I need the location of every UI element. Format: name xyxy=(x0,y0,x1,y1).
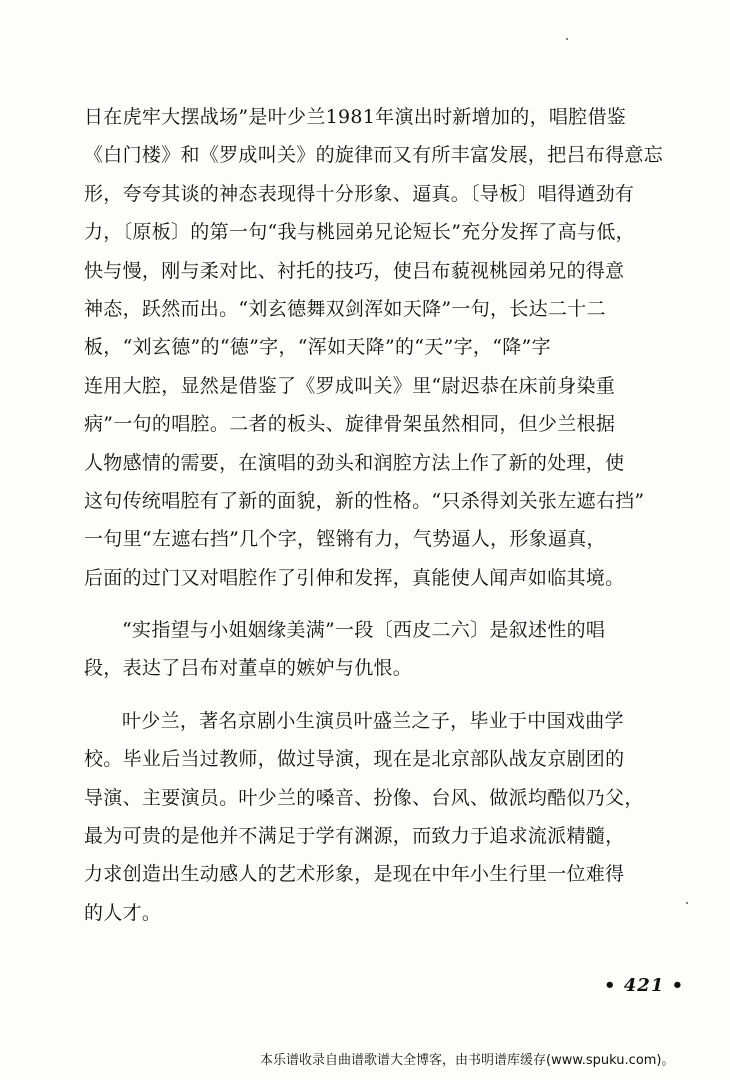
scan-speck xyxy=(566,38,568,40)
text-line: 校。毕业后当过教师，做过导演，现在是北京部队战友京剧团的 xyxy=(84,748,625,771)
text-line: 一句里“左遮右挡”几个字，铿锵有力，气势逼人，形象逼真， xyxy=(84,528,606,551)
text-line: 连用大腔，显然是借鉴了《罗成叫关》里“尉迟恭在床前身染重 xyxy=(84,374,616,397)
text-line: 《白门楼》和《罗成叫关》的旋律而又有所丰富发展，把吕布得意忘 xyxy=(84,144,664,167)
page-number: • 421 • xyxy=(604,975,685,996)
paragraph-2 xyxy=(84,611,674,688)
text-line: 后面的过门又对唱腔作了引伸和发挥，真能使人闻声如临其境。 xyxy=(84,566,625,589)
paragraph-gap xyxy=(84,597,674,611)
text-line: 板，“刘玄德”的“德”字，“浑如天降”的“天”字，“降”字 xyxy=(84,336,551,359)
text-line: 人物感情的需要，在演唱的劲头和润腔方法上作了新的处理，使 xyxy=(84,451,625,474)
text-line: 叶少兰，著名京剧小生演员叶盛兰之子，毕业于中国戏曲学 xyxy=(122,709,624,732)
text-line: 快与慢，刚与柔对比、衬托的技巧，使吕布藐视桃园弟兄的得意 xyxy=(84,259,625,282)
text-line: 导演、主要演员。叶少兰的嗓音、扮像、台风、做派均酷似乃父， xyxy=(84,786,644,809)
footer-source-note: 本乐谱收录自曲谱歌谱大全博客，由书明谱库缓存(www.spuku.com)。 xyxy=(260,1053,675,1068)
scan-speck xyxy=(686,902,688,904)
text-line: “实指望与小姐姻缘美满”一段〔西皮二六〕是叙述性的唱 xyxy=(122,619,606,642)
text-line: 这句传统唱腔有了新的面貌，新的性格。“只杀得刘关张左遮右挡” xyxy=(84,489,645,512)
body-text xyxy=(84,98,674,932)
text-line: 形，夸夸其谈的神态表现得十分形象、逼真。〔导板〕唱得遒劲有 xyxy=(84,182,635,205)
text-line: 力，〔原板〕的第一句“我与桃园弟兄论短长”充分发挥了高与低， xyxy=(84,221,635,244)
paragraph-3 xyxy=(84,702,674,932)
paragraph-1 xyxy=(84,98,674,597)
text-line: 病”一句的唱腔。二者的板头、旋律骨架虽然相同，但少兰根据 xyxy=(84,413,616,436)
text-line: 日在虎牢大摆战场”是叶少兰1981年演出时新增加的，唱腔借鉴 xyxy=(84,106,627,128)
text-line: 力求创造出生动感人的艺术形象，是现在中年小生行里一位难得 xyxy=(84,863,625,886)
text-line: 最为可贵的是他并不满足于学有渊源，而致力于追求流派精髓， xyxy=(84,825,625,848)
text-line: 神态，跃然而出。“刘玄德舞双剑浑如天降”一句，长达二十二 xyxy=(84,297,606,320)
text-line: 段，表达了吕布对董卓的嫉妒与仇恨。 xyxy=(84,657,413,680)
paragraph-gap xyxy=(84,688,674,702)
text-line: 的人才。 xyxy=(84,901,162,924)
